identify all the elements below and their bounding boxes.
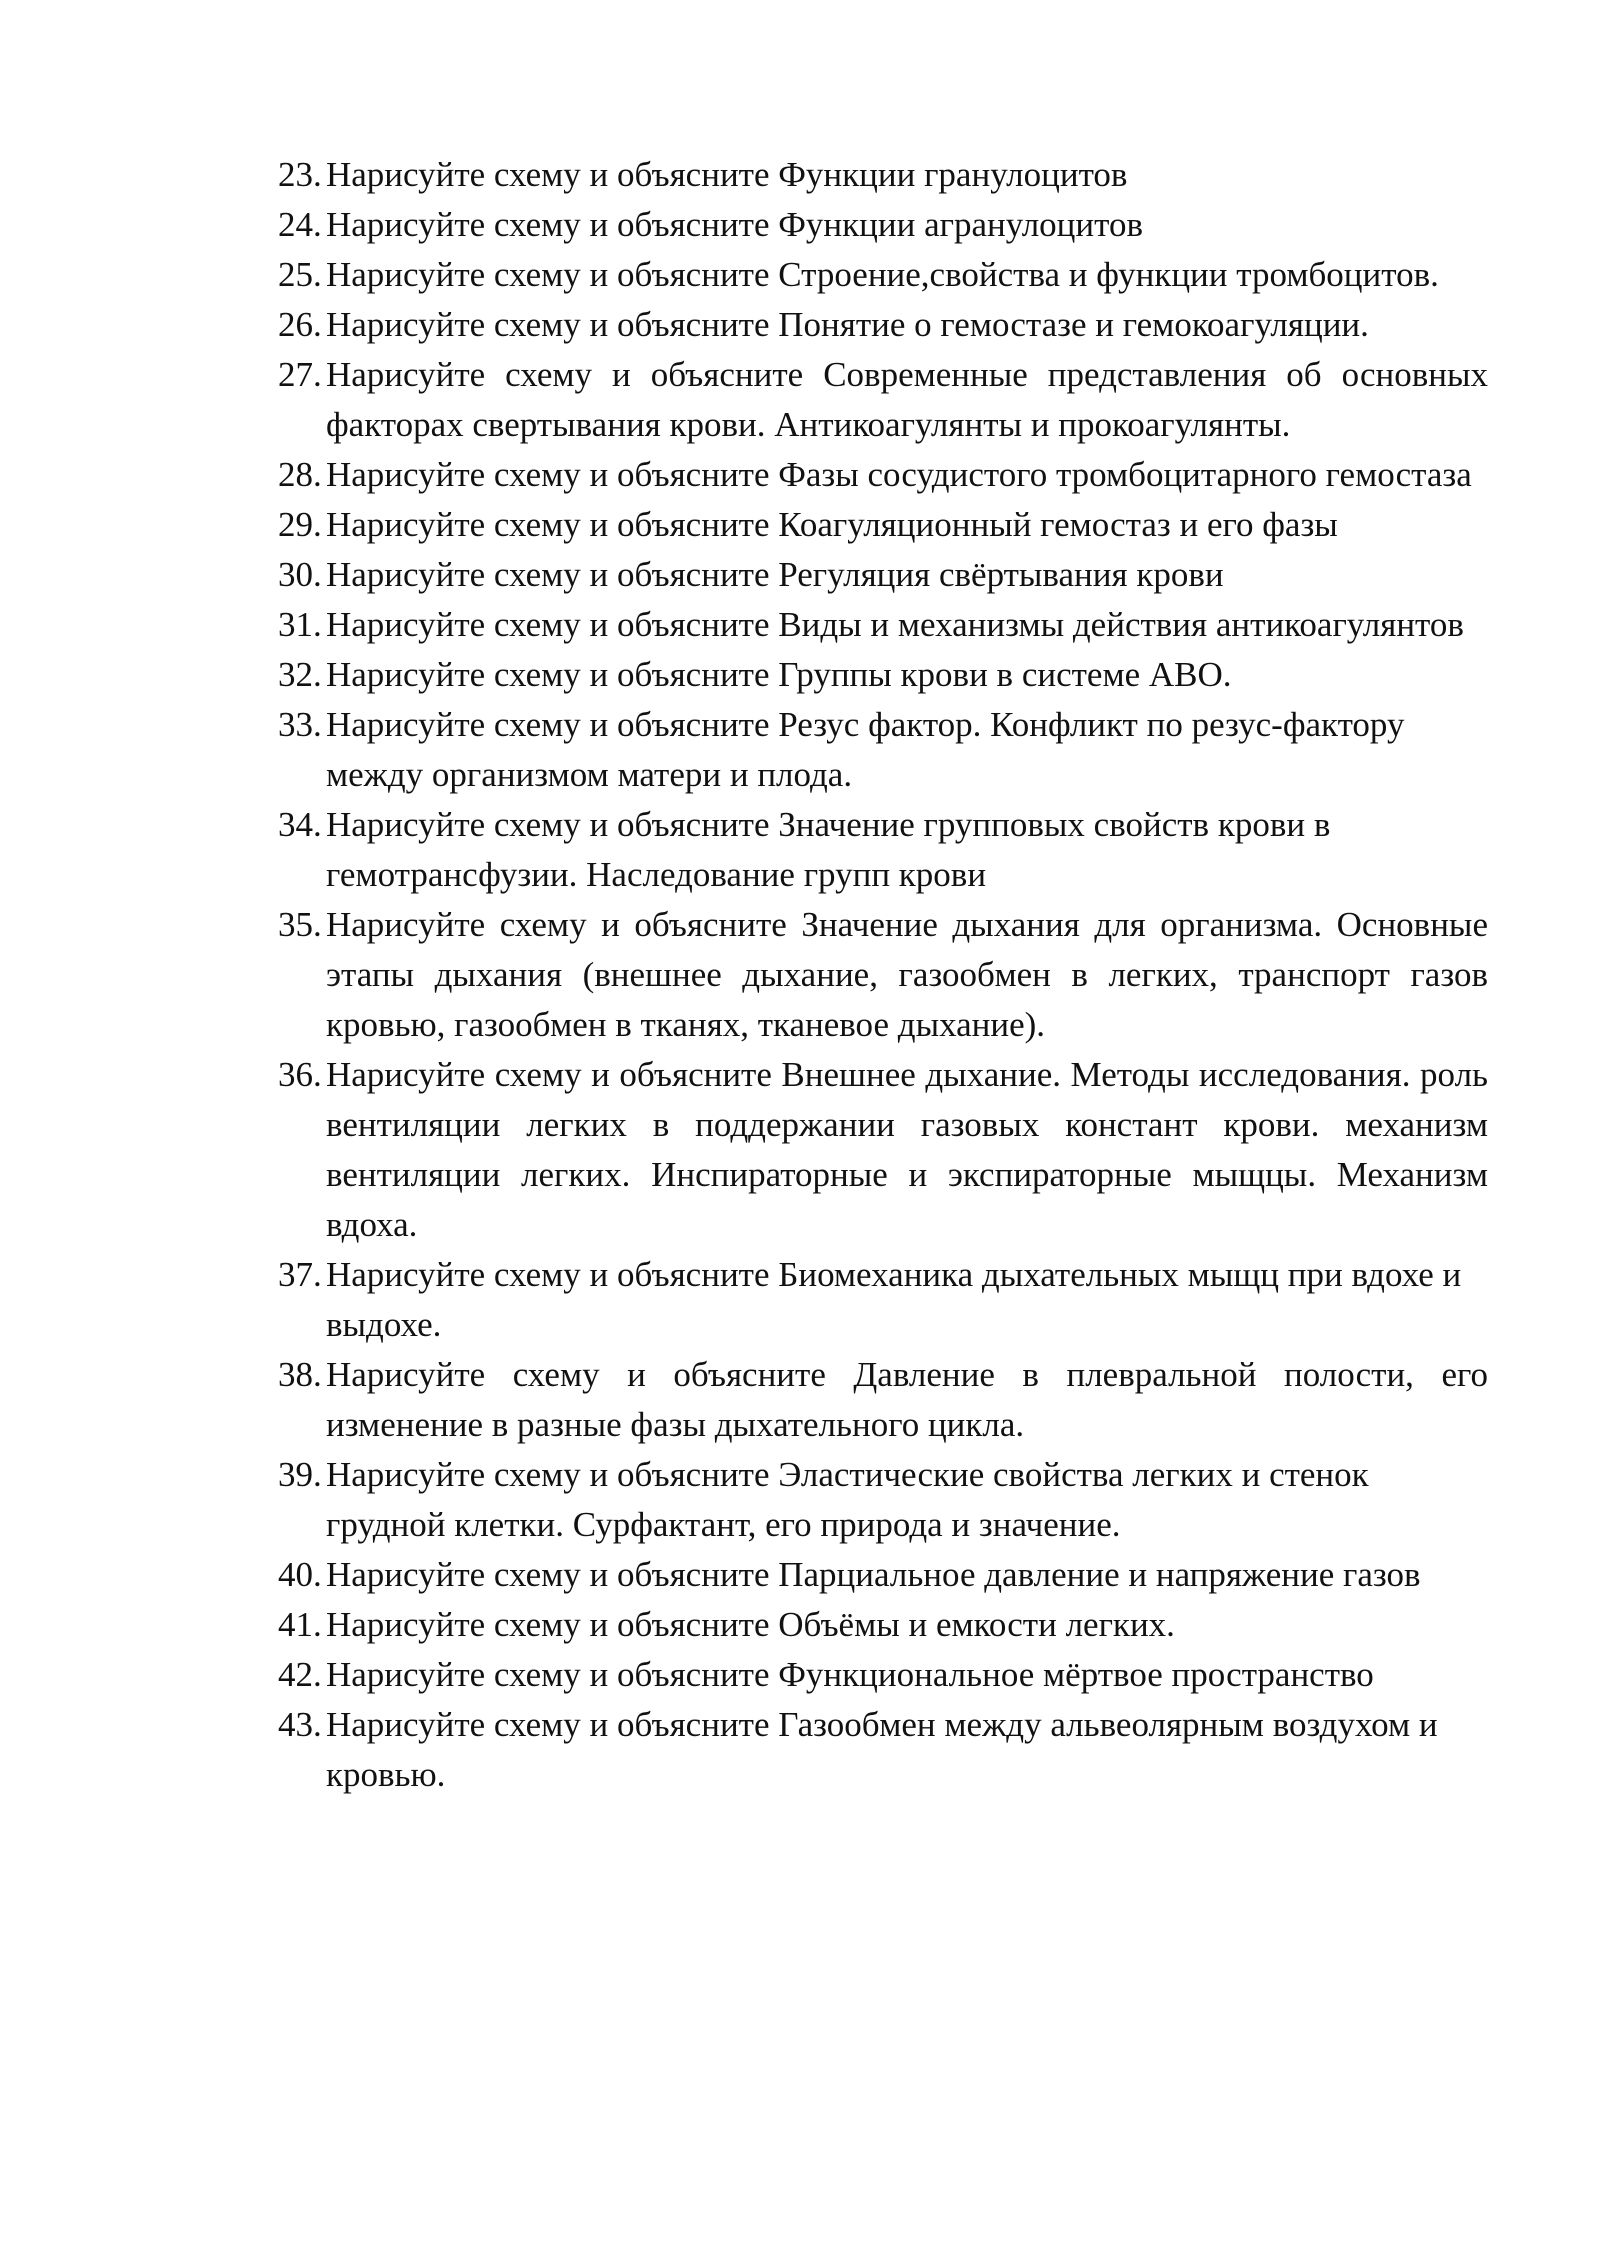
list-item [278,600,1488,650]
item-text: Нарисуйте схему и объясните Коагуляционный гемостаз и его фазы [326,505,1338,544]
list-item [278,200,1488,250]
list-item [278,350,1488,450]
item-number: 41. [278,1605,322,1644]
item-number: 32. [278,655,322,694]
list-item [278,800,1488,900]
item-number: 33. [278,705,322,744]
item-number: 25. [278,255,322,294]
item-text: Нарисуйте схему и объясните Функциональное мёртвое пространство [326,1655,1374,1694]
list-item [278,650,1488,700]
item-number: 28. [278,455,322,494]
item-number: 31. [278,605,322,644]
item-text: Нарисуйте схему и объясните Группы крови в системе АВО. [326,655,1232,694]
item-text: Нарисуйте схему и объясните Современные представления об основных факторах свертывания крови. Антикоагулянты и прокоагулянты. [326,355,1488,444]
list-item [278,1050,1488,1250]
list-item [278,1550,1488,1600]
question-list [278,150,1488,1800]
item-number: 34. [278,805,322,844]
item-text: Нарисуйте схему и объясните Значение групповых свойств крови в гемотрансфузии. Наследование групп крови [326,805,1331,894]
item-text: Нарисуйте схему и объясните Биомеханика дыхательных мыщц при вдохе и выдохе. [326,1255,1462,1344]
item-text: Нарисуйте схему и объясните Давление в плевральной полости, его изменение в разные фазы дыхательного цикла. [326,1355,1488,1444]
item-text: Нарисуйте схему и объясните Фазы сосудистого тромбоцитарного гемостаза [326,455,1472,494]
item-number: 24. [278,205,322,244]
list-item [278,150,1488,200]
list-item [278,500,1488,550]
item-number: 37. [278,1255,322,1294]
list-item [278,1700,1488,1800]
item-number: 29. [278,505,322,544]
list-item [278,450,1488,500]
item-number: 35. [278,905,322,944]
item-number: 36. [278,1055,322,1094]
item-text: Нарисуйте схему и объясните Регуляция свёртывания крови [326,555,1224,594]
list-item [278,1350,1488,1450]
item-number: 23. [278,155,322,194]
list-item [278,1650,1488,1700]
item-number: 30. [278,555,322,594]
item-number: 26. [278,305,322,344]
item-number: 42. [278,1655,322,1694]
list-item [278,1600,1488,1650]
item-number: 38. [278,1355,322,1394]
item-text: Нарисуйте схему и объясните Внешнее дыхание. Методы исследования. роль вентиляции легких в поддержании газовых констант крови. механизм вентиляции легких. Инспираторные и экспираторные мыщцы. Механизм вдоха. [326,1055,1488,1244]
item-text: Нарисуйте схему и объясните Объёмы и емкости легких. [326,1605,1175,1644]
item-text: Нарисуйте схему и объясните Виды и механизмы действия антикоагулянтов [326,605,1464,644]
item-number: 40. [278,1555,322,1594]
list-item [278,1250,1488,1350]
item-text: Нарисуйте схему и объясните Парциальное давление и напряжение газов [326,1555,1421,1594]
list-item [278,1450,1488,1550]
item-text: Нарисуйте схему и объясните Значение дыхания для организма. Основные этапы дыхания (внешнее дыхание, газообмен в легких, транспорт газов кровью, газообмен в тканях, тканевое дыхание). [326,905,1488,1044]
item-text: Нарисуйте схему и объясните Газообмен между альвеолярным воздухом и кровью. [326,1705,1438,1794]
item-text: Нарисуйте схему и объясните Понятие о гемостазе и гемокоагуляции. [326,305,1369,344]
item-number: 43. [278,1705,322,1744]
item-text: Нарисуйте схему и объясните Эластические свойства легких и стенок грудной клетки. Сурфактант, его природа и значение. [326,1455,1369,1544]
item-text: Нарисуйте схему и объясните Функции агранулоцитов [326,205,1143,244]
list-item [278,300,1488,350]
item-text: Нарисуйте схему и объясните Резус фактор. Конфликт по резус-фактору между организмом матери и плода. [326,705,1405,794]
item-number: 39. [278,1455,322,1494]
list-item [278,250,1488,300]
list-item [278,900,1488,1050]
item-text: Нарисуйте схему и объясните Функции гранулоцитов [326,155,1128,194]
item-text: Нарисуйте схему и объясните Строение,свойства и функции тромбоцитов. [326,255,1439,294]
item-number: 27. [278,355,322,394]
list-item [278,550,1488,600]
list-item [278,700,1488,800]
